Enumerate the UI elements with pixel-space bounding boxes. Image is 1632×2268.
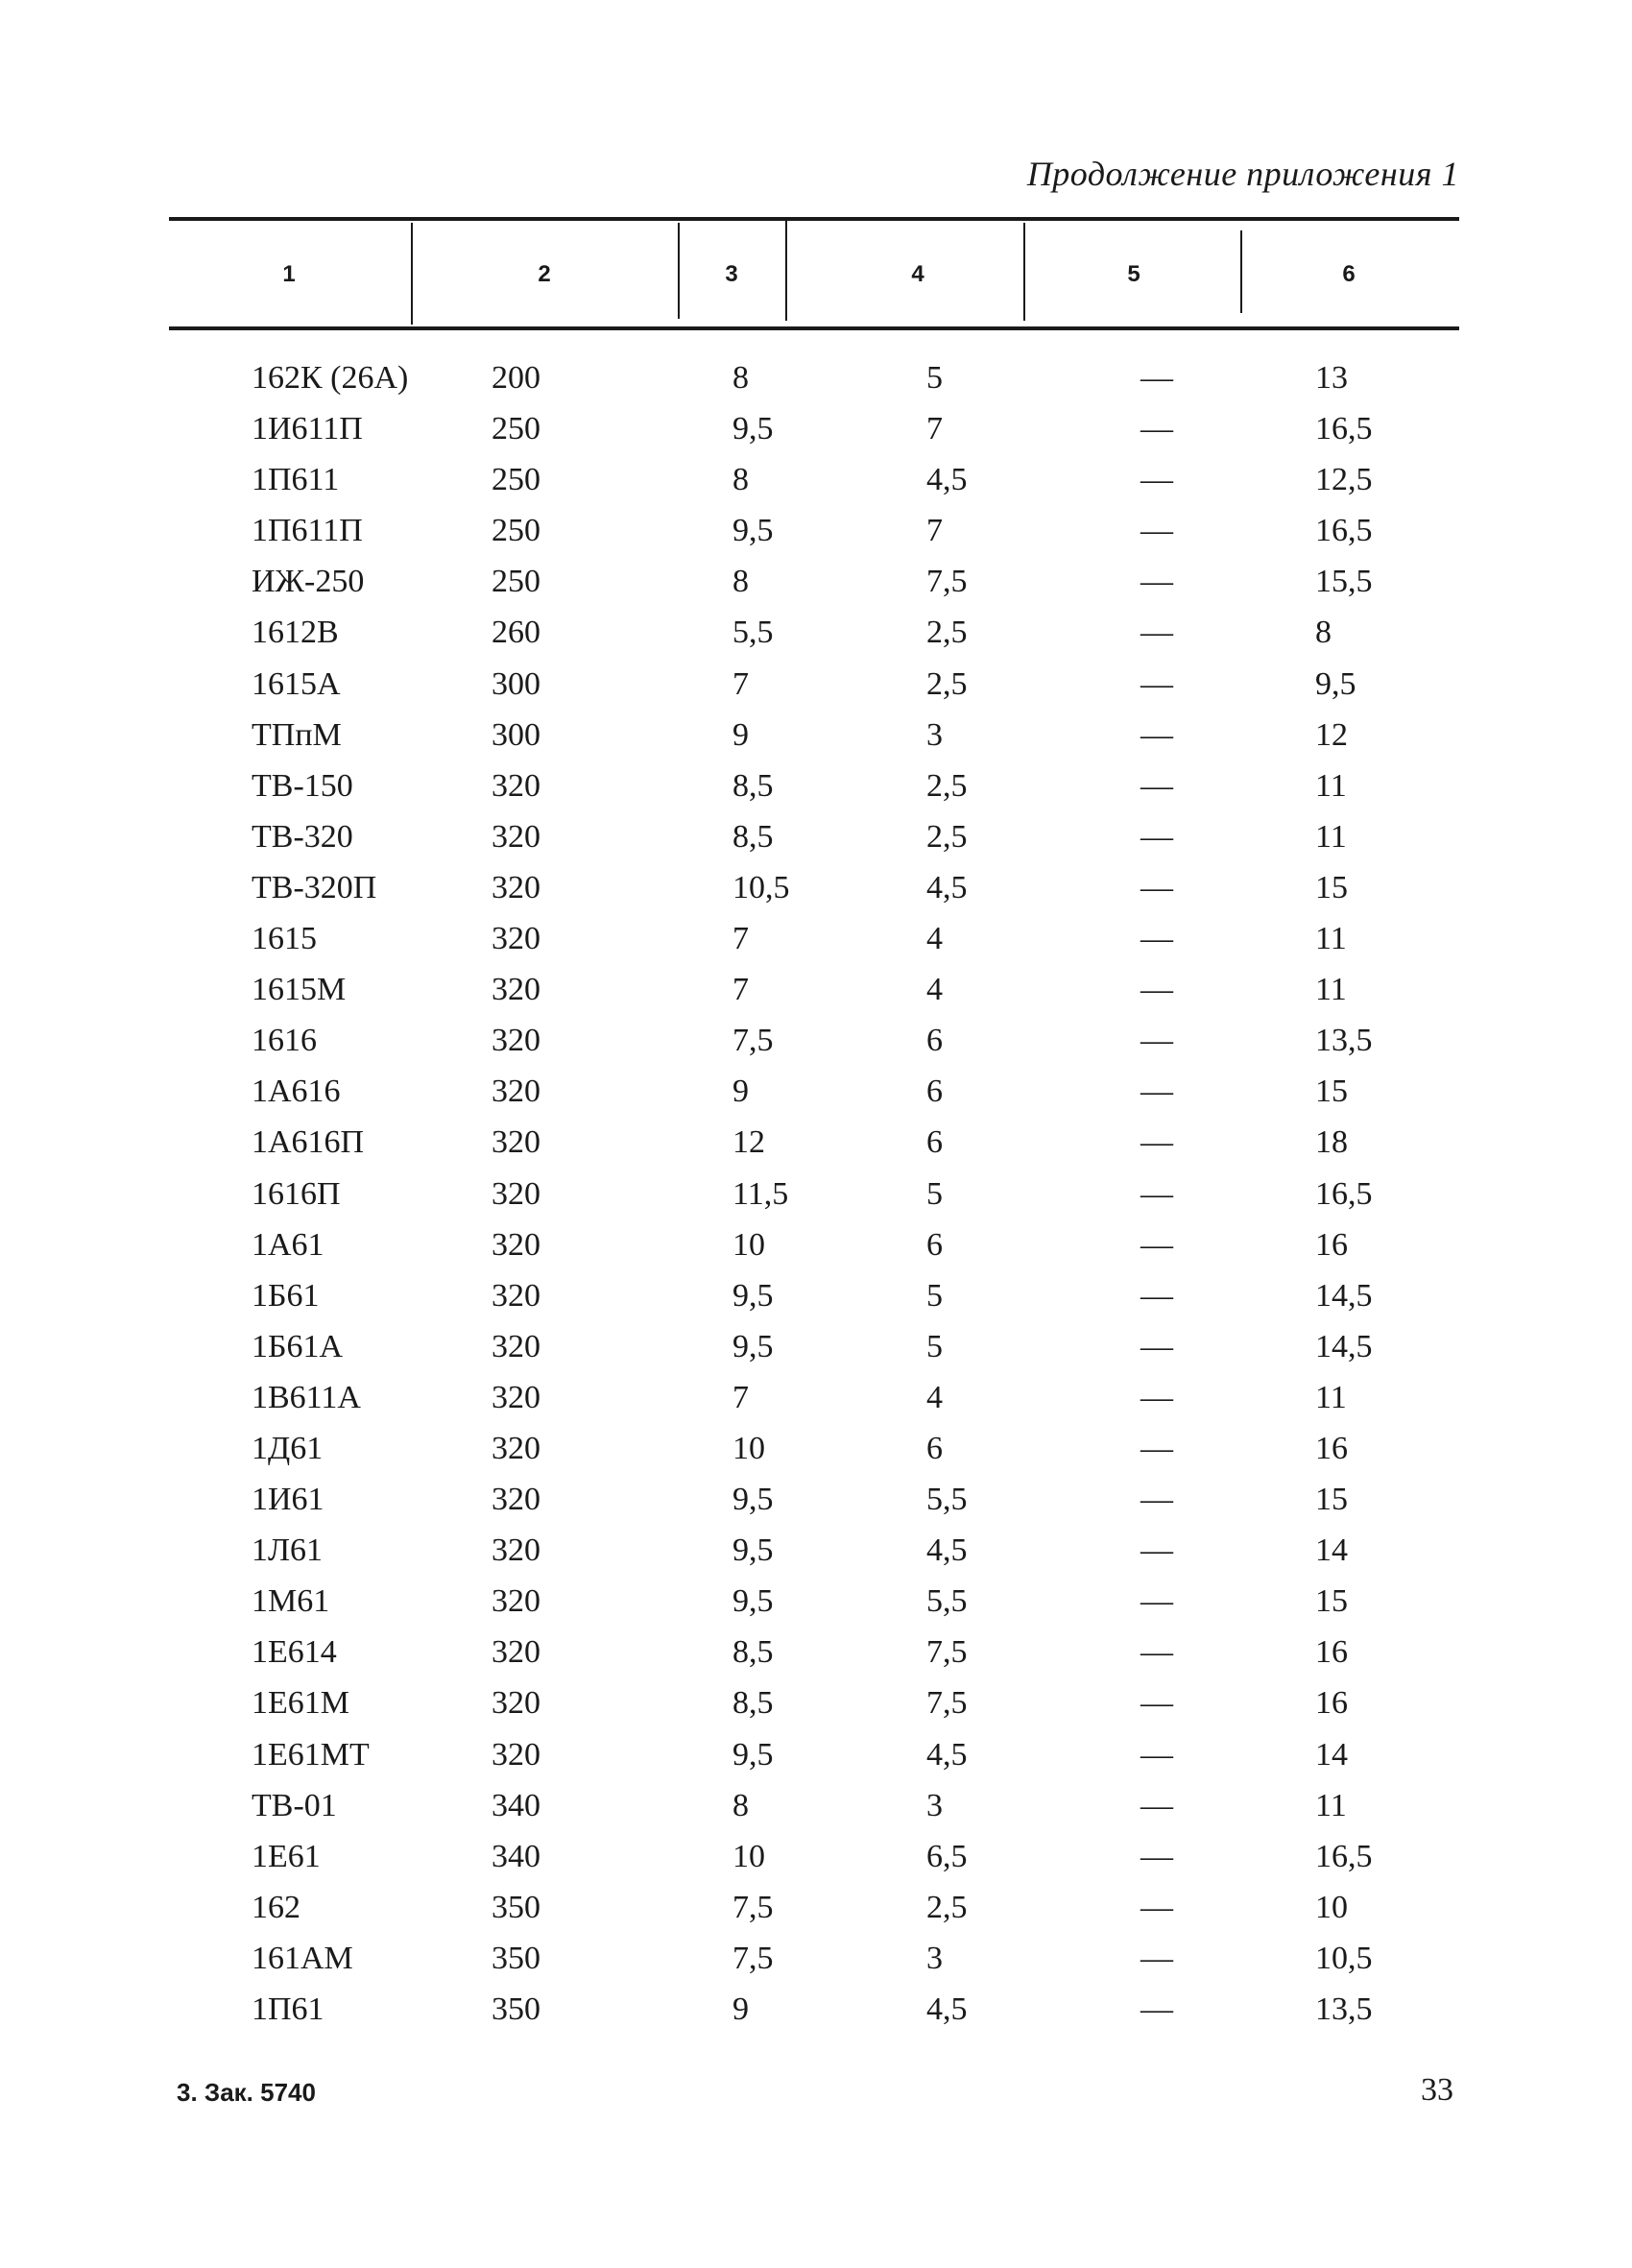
col5-cell: — [1140,615,1173,651]
column-number-1: 1 [282,261,296,287]
model-cell: 1616П [252,1175,341,1212]
col2-cell: 340 [492,1787,540,1823]
col6-cell: 12,5 [1315,462,1373,498]
col4-cell: 5,5 [926,1583,968,1620]
col6-cell: 16,5 [1315,411,1373,447]
table-row [0,1278,1632,1329]
table-row [0,1583,1632,1634]
col2-cell: 320 [492,1430,540,1466]
col6-cell: 16,5 [1315,1838,1373,1874]
col2-cell: 250 [492,411,540,447]
table-row [0,1023,1632,1074]
col5-cell: — [1140,1124,1173,1161]
col2-cell: 320 [492,1328,540,1364]
table-row [0,513,1632,564]
col2-cell: 320 [492,1532,540,1569]
table-row [0,1634,1632,1685]
col2-cell: 320 [492,1583,540,1620]
col4-cell: 4 [926,921,943,957]
col3-cell: 9,5 [732,1736,774,1773]
model-cell: ТВ-320П [252,869,377,905]
col3-cell: 7 [732,972,749,1008]
model-cell: ТВ-150 [252,767,353,804]
col3-cell: 7 [732,665,749,702]
table-row [0,1532,1632,1583]
col6-cell: 11 [1315,972,1347,1008]
col5-cell: — [1140,1379,1173,1415]
col3-cell: 9 [732,1991,749,2027]
col4-cell: 6 [926,1226,943,1263]
col6-cell: 16 [1315,1226,1348,1263]
col6-cell: 16,5 [1315,1175,1373,1212]
col6-cell: 15 [1315,1074,1348,1110]
model-cell: 1П611 [252,462,340,498]
col6-cell: 18 [1315,1124,1348,1161]
model-cell: 1Б61 [252,1277,320,1314]
col2-cell: 320 [492,1379,540,1415]
model-cell: 1Л61 [252,1532,324,1569]
col3-cell: 7,5 [732,1023,774,1059]
model-cell: 1А616 [252,1074,341,1110]
col5-cell: — [1140,1889,1173,1925]
col4-cell: 7,5 [926,1634,968,1671]
table-row [0,1737,1632,1788]
col6-cell: 10 [1315,1889,1348,1925]
column-divider [1023,223,1025,321]
col2-cell: 320 [492,1482,540,1518]
col2-cell: 300 [492,716,540,753]
table-row [0,1839,1632,1890]
col5-cell: — [1140,972,1173,1008]
col5-cell: — [1140,1328,1173,1364]
col2-cell: 320 [492,1277,540,1314]
model-cell: 1Е61 [252,1838,321,1874]
col4-cell: 4 [926,972,943,1008]
column-number-4: 4 [911,261,924,287]
col3-cell: 8 [732,462,749,498]
col6-cell: 16 [1315,1685,1348,1722]
col6-cell: 15 [1315,1583,1348,1620]
table-row [0,768,1632,819]
table-row [0,921,1632,972]
col5-cell: — [1140,716,1173,753]
model-cell: 1И611П [252,411,363,447]
col4-cell: 7 [926,513,943,549]
col2-cell: 320 [492,1736,540,1773]
col4-cell: 4,5 [926,869,968,905]
table-row [0,1685,1632,1736]
col5-cell: — [1140,1991,1173,2027]
column-divider [678,223,680,319]
col3-cell: 8,5 [732,767,774,804]
col5-cell: — [1140,818,1173,855]
col4-cell: 2,5 [926,767,968,804]
table-top-rule [169,217,1459,221]
col4-cell: 6 [926,1124,943,1161]
column-divider [1240,230,1242,313]
col2-cell: 200 [492,360,540,396]
column-number-6: 6 [1342,261,1356,287]
table-row [0,1176,1632,1227]
column-number-5: 5 [1127,261,1140,287]
continuation-caption: Продолжение приложения 1 [1026,155,1459,193]
table-row [0,1482,1632,1532]
col4-cell: 2,5 [926,615,968,651]
table-row [0,819,1632,870]
col5-cell: — [1140,1430,1173,1466]
column-number-3: 3 [725,261,738,287]
table-row [0,1941,1632,1991]
col4-cell: 4 [926,1379,943,1415]
col5-cell: — [1140,1074,1173,1110]
col4-cell: 3 [926,1787,943,1823]
col4-cell: 7 [926,411,943,447]
col5-cell: — [1140,767,1173,804]
col5-cell: — [1140,1634,1173,1671]
col4-cell: 4,5 [926,462,968,498]
col2-cell: 320 [492,1124,540,1161]
col5-cell: — [1140,1023,1173,1059]
col3-cell: 9 [732,1074,749,1110]
column-divider [785,219,787,321]
col4-cell: 5 [926,1328,943,1364]
col3-cell: 12 [732,1124,765,1161]
table-row [0,972,1632,1023]
model-cell: 1П61 [252,1991,324,2027]
col2-cell: 320 [492,818,540,855]
col2-cell: 320 [492,1634,540,1671]
col2-cell: 320 [492,1175,540,1212]
col5-cell: — [1140,513,1173,549]
model-cell: 1Б61А [252,1328,344,1364]
col5-cell: — [1140,1940,1173,1976]
model-cell: 1В611А [252,1379,361,1415]
model-cell: ТПпМ [252,716,342,753]
col5-cell: — [1140,1482,1173,1518]
model-cell: 1616 [252,1023,317,1059]
col3-cell: 7,5 [732,1940,774,1976]
col2-cell: 260 [492,615,540,651]
col5-cell: — [1140,921,1173,957]
col6-cell: 15 [1315,1482,1348,1518]
col4-cell: 3 [926,716,943,753]
col5-cell: — [1140,1787,1173,1823]
col5-cell: — [1140,869,1173,905]
col3-cell: 10 [732,1430,765,1466]
col5-cell: — [1140,411,1173,447]
table-row [0,1431,1632,1482]
col3-cell: 9,5 [732,1277,774,1314]
col6-cell: 13 [1315,360,1348,396]
table-row [0,1991,1632,2042]
model-cell: 1Е61М [252,1685,349,1722]
model-cell: 1615А [252,665,341,702]
col5-cell: — [1140,1685,1173,1722]
col5-cell: — [1140,564,1173,600]
col2-cell: 320 [492,1074,540,1110]
col4-cell: 3 [926,1940,943,1976]
col4-cell: 6,5 [926,1838,968,1874]
col3-cell: 10 [732,1838,765,1874]
col2-cell: 350 [492,1940,540,1976]
col4-cell: 7,5 [926,1685,968,1722]
print-order-note: 3. Зак. 5740 [177,2078,316,2107]
col4-cell: 6 [926,1430,943,1466]
col6-cell: 13,5 [1315,1023,1373,1059]
col5-cell: — [1140,1175,1173,1212]
col4-cell: 7,5 [926,564,968,600]
model-cell: 162 [252,1889,300,1925]
col4-cell: 2,5 [926,818,968,855]
col5-cell: — [1140,462,1173,498]
col2-cell: 300 [492,665,540,702]
col3-cell: 9,5 [732,1532,774,1569]
page-number: 33 [1421,2072,1453,2108]
col6-cell: 15,5 [1315,564,1373,600]
column-number-2: 2 [538,261,551,287]
col6-cell: 9,5 [1315,665,1356,702]
table-row [0,360,1632,411]
col4-cell: 6 [926,1023,943,1059]
col5-cell: — [1140,1736,1173,1773]
model-cell: 1615М [252,972,347,1008]
table-row [0,717,1632,768]
col5-cell: — [1140,360,1173,396]
model-cell: 1А616П [252,1124,365,1161]
col2-cell: 320 [492,869,540,905]
model-cell: 1А61 [252,1226,324,1263]
table-header-rule [169,326,1459,330]
col6-cell: 14,5 [1315,1277,1373,1314]
col5-cell: — [1140,1277,1173,1314]
table-row [0,1890,1632,1941]
col2-cell: 250 [492,513,540,549]
model-cell: 1И61 [252,1482,324,1518]
col5-cell: — [1140,665,1173,702]
table-row [0,462,1632,513]
col3-cell: 10,5 [732,869,790,905]
table-row [0,1124,1632,1175]
col3-cell: 8,5 [732,818,774,855]
col4-cell: 2,5 [926,665,968,702]
col5-cell: — [1140,1532,1173,1569]
model-cell: ИЖ-250 [252,564,365,600]
col3-cell: 9,5 [732,411,774,447]
table-row [0,870,1632,921]
model-cell: 1Е614 [252,1634,337,1671]
col2-cell: 320 [492,1226,540,1263]
col4-cell: 4,5 [926,1736,968,1773]
col3-cell: 9,5 [732,1328,774,1364]
col6-cell: 10,5 [1315,1940,1373,1976]
col2-cell: 320 [492,767,540,804]
col6-cell: 11 [1315,818,1347,855]
col6-cell: 15 [1315,869,1348,905]
col5-cell: — [1140,1838,1173,1874]
col6-cell: 11 [1315,767,1347,804]
col6-cell: 16,5 [1315,513,1373,549]
col4-cell: 4,5 [926,1991,968,2027]
col2-cell: 320 [492,921,540,957]
col3-cell: 10 [732,1226,765,1263]
model-cell: 1Д61 [252,1430,324,1466]
col6-cell: 14 [1315,1532,1348,1569]
table-row [0,1227,1632,1278]
table-row [0,615,1632,665]
col4-cell: 6 [926,1074,943,1110]
col6-cell: 14 [1315,1736,1348,1773]
col6-cell: 13,5 [1315,1991,1373,2027]
table-row [0,1380,1632,1431]
model-cell: ТВ-01 [252,1787,337,1823]
table-row [0,666,1632,717]
col3-cell: 11,5 [732,1175,789,1212]
col3-cell: 8,5 [732,1634,774,1671]
col6-cell: 11 [1315,921,1347,957]
col3-cell: 7 [732,1379,749,1415]
table-body [0,360,1632,2042]
col3-cell: 8 [732,564,749,600]
table-row [0,411,1632,462]
col6-cell: 11 [1315,1787,1347,1823]
col5-cell: — [1140,1226,1173,1263]
col2-cell: 320 [492,972,540,1008]
col3-cell: 8 [732,360,749,396]
col5-cell: — [1140,1583,1173,1620]
col3-cell: 9,5 [732,1583,774,1620]
col2-cell: 350 [492,1991,540,2027]
col2-cell: 350 [492,1889,540,1925]
col6-cell: 8 [1315,615,1332,651]
table-row [0,1788,1632,1839]
model-cell: 161АМ [252,1940,353,1976]
model-cell: 1Е61МТ [252,1736,370,1773]
col3-cell: 7,5 [732,1889,774,1925]
col6-cell: 14,5 [1315,1328,1373,1364]
table-row [0,564,1632,615]
col6-cell: 16 [1315,1430,1348,1466]
col4-cell: 4,5 [926,1532,968,1569]
col3-cell: 9 [732,716,749,753]
col4-cell: 5,5 [926,1482,968,1518]
table-row [0,1329,1632,1380]
col3-cell: 8,5 [732,1685,774,1722]
col2-cell: 250 [492,462,540,498]
col3-cell: 9,5 [732,513,774,549]
col4-cell: 2,5 [926,1889,968,1925]
col3-cell: 7 [732,921,749,957]
col3-cell: 5,5 [732,615,774,651]
col4-cell: 5 [926,360,943,396]
col2-cell: 340 [492,1838,540,1874]
table-row [0,1074,1632,1124]
col2-cell: 250 [492,564,540,600]
col6-cell: 11 [1315,1379,1347,1415]
model-cell: 1М61 [252,1583,330,1620]
column-divider [411,223,413,325]
col6-cell: 16 [1315,1634,1348,1671]
model-cell: 1615 [252,921,317,957]
col4-cell: 5 [926,1277,943,1314]
model-cell: 1612В [252,615,339,651]
col3-cell: 9,5 [732,1482,774,1518]
col2-cell: 320 [492,1685,540,1722]
model-cell: ТВ-320 [252,818,353,855]
col2-cell: 320 [492,1023,540,1059]
col3-cell: 8 [732,1787,749,1823]
col4-cell: 5 [926,1175,943,1212]
model-cell: 162К (26А) [252,360,409,396]
col6-cell: 12 [1315,716,1348,753]
model-cell: 1П611П [252,513,363,549]
